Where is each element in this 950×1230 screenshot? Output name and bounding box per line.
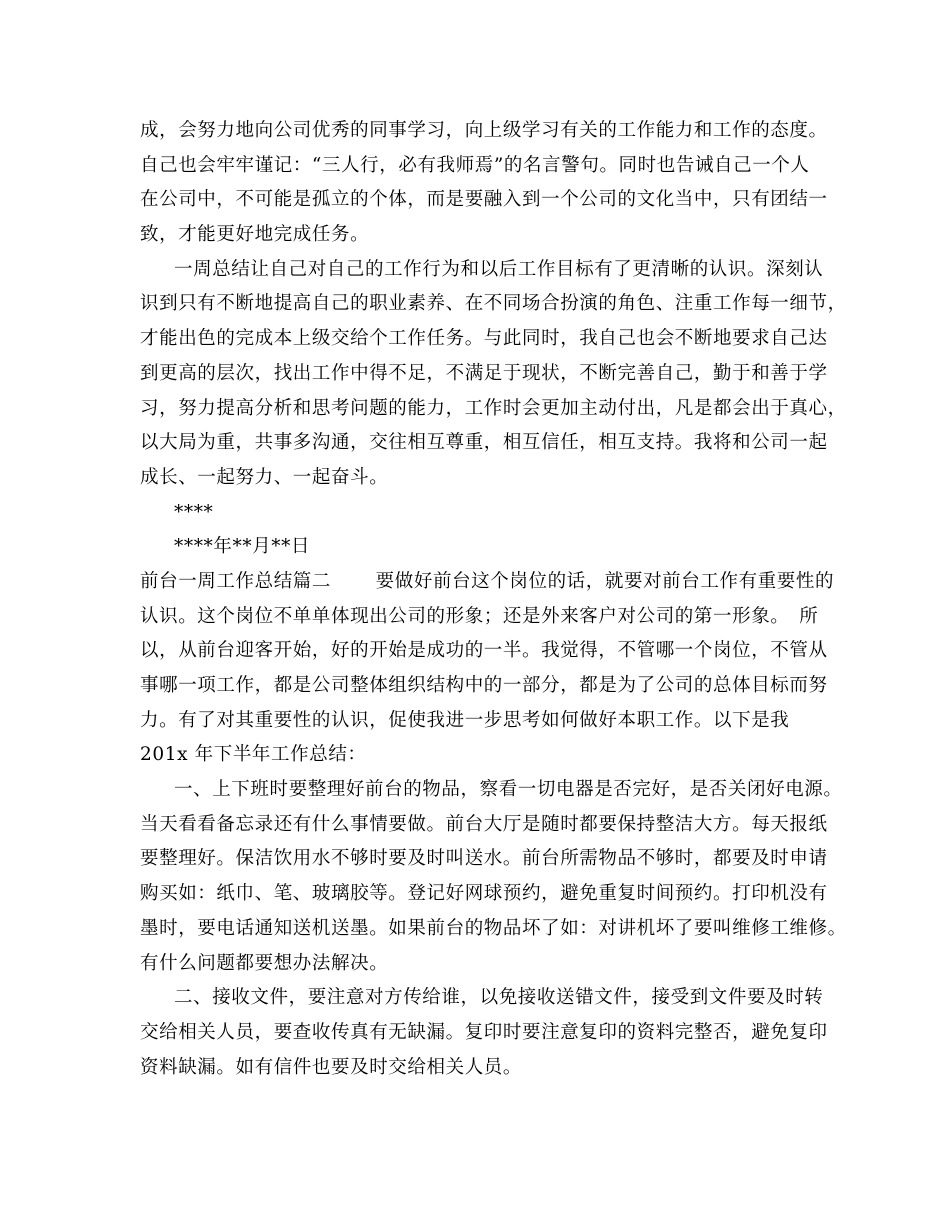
text-line: 成，会努力地向公司优秀的同事学习，向上级学习有关的工作能力和工作的态度。 xyxy=(140,120,828,141)
signature-date: ****年**月**日 xyxy=(174,536,311,558)
text-line: 致，才能更好地完成任务。 xyxy=(140,224,370,246)
text-line: 才能出色的完成本上级交给个工作任务。与此同时，我自己也会不断地要求自己达 xyxy=(140,328,828,350)
paragraph-start-line: 一周总结让自己对自己的工作行为和以后工作目标有了更清晰的认识。深刻认 xyxy=(174,258,824,280)
text-line: 购买如：纸巾、笔、玻璃胶等。登记好网球预约，避免重复时间预约。打印机没有 xyxy=(140,883,828,905)
text-line: 墨时，要电话通知送机送墨。如果前台的物品坏了如：对讲机坏了要叫维修工维修。 xyxy=(140,917,847,939)
signature-name: **** xyxy=(174,501,214,523)
text-line: 习，努力提高分析和思考问题的能力，工作时会更加主动付出，凡是都会出于真心， xyxy=(140,397,847,419)
section-title-line: 前台一周工作总结篇二 要做好前台这个岗位的话，就要对前台工作有重要性的 xyxy=(140,570,835,592)
text-line: 当天看看备忘录还有什么事情要做。前台大厅是随时都要保持整洁大方。每天报纸 xyxy=(140,813,828,835)
text-line: 以大局为重，共事多沟通，交往相互尊重，相互信任，相互支持。我将和公司一起 xyxy=(140,432,828,454)
paragraph-start-line: 二、接收文件，要注意对方传给谁，以免接收送错文件，接受到文件要及时转 xyxy=(174,987,824,1009)
text-line: 在公司中，不可能是孤立的个体，而是要融入到一个公司的文化当中，只有团结一 xyxy=(140,189,828,211)
paragraph-start-line: 一、上下班时要整理好前台的物品，察看一切电器是否完好，是否关闭好电源。 xyxy=(174,779,843,801)
text-line: 成长、一起努力、一起奋斗。 xyxy=(140,466,389,488)
text-line: 201x 年下半年工作总结： xyxy=(140,744,367,766)
text-line: 要整理好。保洁饮用水不够时要及时叫送水。前台所需物品不够时，都要及时申请 xyxy=(140,848,828,870)
text-line: 事哪一项工作，都是公司整体组织结构中的一部分，都是为了公司的总体目标而努 xyxy=(140,675,828,696)
text-line: 交给相关人员，要查收传真有无缺漏。复印时要注意复印的资料完整否，避免复印 xyxy=(140,1021,828,1043)
text-line: 资料缺漏。如有信件也要及时交给相关人员。 xyxy=(140,1056,523,1078)
text-line: 以，从前台迎客开始，好的开始是成功的一半。我觉得，不管哪一个岗位，不管从 xyxy=(140,640,828,662)
document-body xyxy=(140,114,847,1085)
text-line: 有什么问题都要想办法解决。 xyxy=(140,952,389,974)
text-line: 自己也会牢牢谨记：“三人行，必有我师焉”的名言警句。同时也告诫自己一个人 xyxy=(140,154,810,176)
text-line: 认识。这个岗位不单单体现出公司的形象；还是外来客户对公司的第一形象。 所 xyxy=(140,605,819,627)
text-line: 到更高的层次，找出工作中得不足，不满足于现状，不断完善自己，勤于和善于学 xyxy=(140,362,828,384)
text-line: 识到只有不断地提高自己的职业素养、在不同场合扮演的角色、注重工作每一细节， xyxy=(140,293,847,315)
text-line: 力。有了对其重要性的认识，促使我进一步思考如何做好本职工作。以下是我 xyxy=(140,709,790,731)
